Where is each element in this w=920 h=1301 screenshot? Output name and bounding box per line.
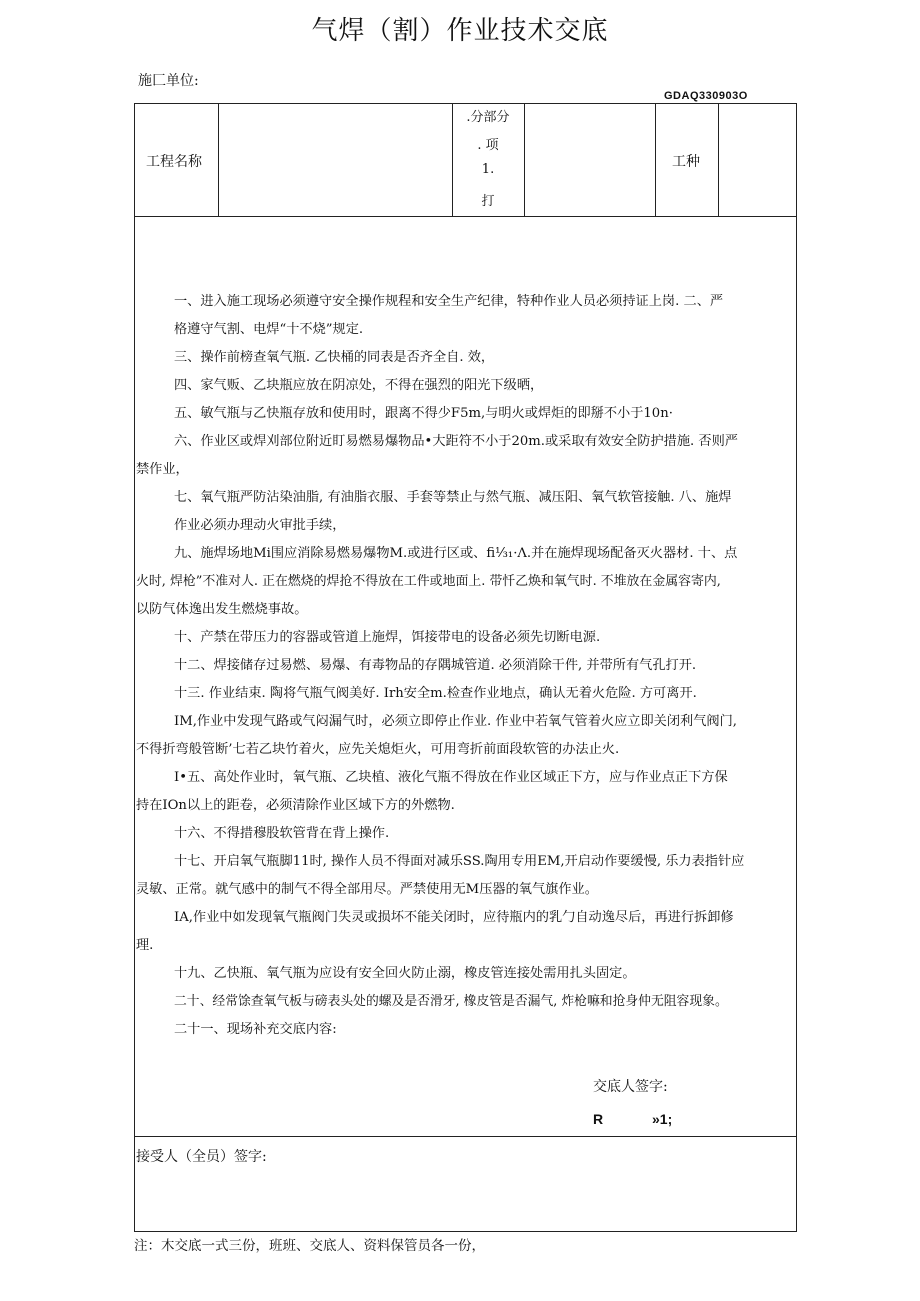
content-line: 十九、乙快瓶、氧气瓶为应设有安全回火防止溺，橡皮管连接处需用扎头固定。 bbox=[174, 966, 636, 981]
sub-project-label-line: 1. bbox=[481, 162, 495, 177]
content-line: 以防气体逸出发生燃烧事故。 bbox=[136, 602, 308, 617]
header-col-divider bbox=[524, 103, 525, 216]
receiver-row-divider bbox=[134, 1136, 797, 1137]
header-col-divider bbox=[655, 103, 656, 216]
project-name-label: 工程名称 bbox=[146, 154, 202, 170]
signature-mark-right: »1; bbox=[652, 1111, 673, 1127]
sub-project-label-line: . 项 bbox=[477, 138, 499, 153]
content-line: 七、氧气瓶严防沾染油脂, 有油脂衣服、手套等禁止与然气瓶、减压阳、氧气软管接触. 八、施焊 bbox=[174, 490, 732, 505]
content-line: 十三. 作业结束. 陶将气瓶气阀美好. Irh安全m.检查作业地点，确认无着火危险. 方可离开. bbox=[174, 686, 697, 701]
content-line: 十二、焊接储存过易燃、易爆、有毒物品的存隅城管道. 必须消除干件, 并带所有气孔打开. bbox=[174, 658, 697, 673]
work-type-label: 工种 bbox=[672, 154, 700, 170]
content-line: 二十、经常馀查氧气板与磅表头处的螺及是否滑牙, 橡皮管是否漏气, 炸枪嘛和抢身仲无阻容现象。 bbox=[174, 994, 728, 1009]
sub-project-label-line: .分部分 bbox=[466, 110, 510, 125]
content-line: 持在IOn以上的距卷，必须清除作业区域下方的外燃物. bbox=[136, 798, 455, 813]
content-line: 十六、不得措穆股软管背在背上操作. bbox=[174, 826, 390, 841]
page-title: 气焊（割）作业技术交底 bbox=[311, 16, 609, 46]
content-line: 灵敏、正常。就气感中的制气不得全部用尽。严禁使用无M压器的氧气旗作业。 bbox=[136, 882, 598, 897]
header-col-divider bbox=[218, 103, 219, 216]
content-line: 火时, 焊枪”不准对人. 正在燃烧的焊抢不得放在工件或地面上. 带忏乙焕和氧气时. 不堆放在金属容寄内, bbox=[136, 574, 721, 589]
sub-project-label-line: 打 bbox=[481, 194, 495, 209]
content-line: 理. bbox=[136, 938, 154, 953]
content-line: 四、家气贩、乙块瓶应放在阴凉处，不得在强烈的阳光下级晒， bbox=[174, 378, 544, 393]
receiver-signature-label: 接受人（全员）签字: bbox=[136, 1149, 267, 1165]
content-line: IM,作业中发现气路或气闷漏气时，必须立即停止作业. 作业中若氧气管着火应立即关闭利气阀门, bbox=[174, 714, 737, 729]
content-line: 作业必须办理动火审批手续， bbox=[174, 518, 346, 533]
content-line: 三、操作前榜查氧气瓶. 乙快桶的同表是否齐全自. 效， bbox=[174, 350, 495, 365]
document-number: GDAQ330903O bbox=[664, 90, 748, 102]
discloser-signature-label: 交底人签字: bbox=[593, 1079, 668, 1095]
footnote: 注：木交底一式三份，班班、交底人、资料保管员各一份， bbox=[134, 1238, 485, 1254]
content-line: IA,作业中如发现氧气瓶阀门失灵或损坏不能关闭时，应待瓶内的乳勹自动逸尽后，再进行拆卸修 bbox=[174, 910, 734, 925]
construction-unit-label: 施匚单位: bbox=[138, 73, 199, 89]
content-line: 六、作业区或焊刈部位附近盯易燃易爆物品•大距符不小于20m.或采取有效安全防护措施. 否则严 bbox=[174, 434, 738, 449]
content-line: 十七、开启氧气瓶脚11时, 操作人员不得面对减乐SS.陶用专用EM,开启动作要缓慢, 乐力表指针应 bbox=[174, 854, 745, 869]
header-row-divider bbox=[134, 216, 797, 217]
signature-mark-left: R bbox=[593, 1111, 604, 1127]
content-line: 二十一、现场补充交底内容: bbox=[174, 1022, 337, 1037]
content-line: 禁作业， bbox=[136, 462, 189, 477]
content-line: 不得折弯般管断’七若乙块竹着火，应先关熄炬火，可用弯折前面段软管的办法止火. bbox=[136, 742, 620, 757]
header-col-divider bbox=[718, 103, 719, 216]
content-line: 五、敏气瓶与乙快瓶存放和使用时，跟离不得少F5m,与明火或焊炬的即掰不小于10n· bbox=[174, 406, 673, 421]
content-line: 格遵守气割、电焊“十不烧”规定. bbox=[174, 322, 364, 337]
content-line: 一、进入施工现场必须遵守安全操作规程和安全生产纪律，特种作业人员必须持证上岗. 二、严 bbox=[174, 294, 724, 309]
content-line: I•五、高处作业时，氧气瓶、乙块植、液化气瓶不得放在作业区域正下方，应与作业点正下方保 bbox=[174, 770, 728, 785]
content-line: 九、施焊场地Mi围应消除易燃易爆物M.或进行区或、fi⅓₁·Λ.并在施焊现场配备灭火器材. 十、点 bbox=[174, 546, 738, 561]
content-line: 十、产禁在带压力的容器或管道上施焊，饵接带电的设备必须先切断电源. bbox=[174, 630, 601, 645]
